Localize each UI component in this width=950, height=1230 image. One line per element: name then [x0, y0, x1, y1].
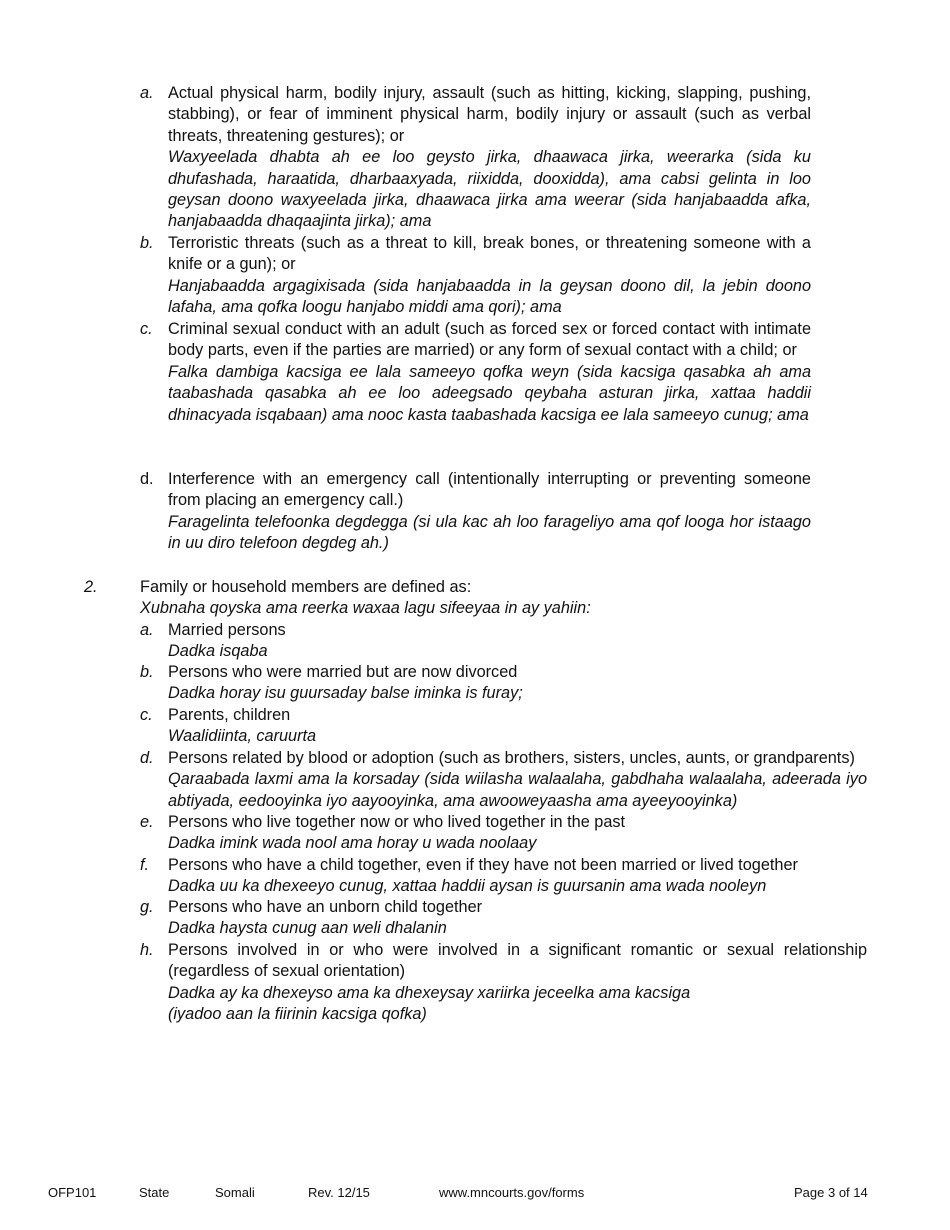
item-text-en: Persons who have a child together, even if they have not been married or lived together	[168, 856, 798, 874]
item-label: g.	[140, 898, 154, 916]
footer-language: Somali	[215, 1185, 255, 1200]
item-text-en: Married persons	[168, 621, 286, 639]
item-text-so: Dadka imink wada nool ama horay u wada noolaay	[168, 834, 537, 853]
section-heading-en: Family or household members are defined as:	[140, 578, 472, 596]
item-label: a.	[140, 84, 154, 102]
item-label: c.	[140, 706, 153, 724]
member-item-b	[140, 662, 867, 705]
item-text-en: Parents, children	[168, 706, 291, 724]
item-text-en: Persons who live together now or who lived together in the past	[168, 813, 626, 831]
harm-item-a	[140, 83, 811, 233]
item-text-so: Falka dambiga kacsiga ee lala sameeyo qofka weyn (sida kacsiga qasabka ah ama taabashada qasabka ah ee loo adeegsado qeybaha asturan jirka, xattaa haddii dhinacyada isqabaan) ama nooc kasta taabashada kacsiga ee lala sameeyo cunug; ama	[168, 362, 811, 424]
harm-item-c	[140, 319, 811, 426]
footer-website-link[interactable]: www.mncourts.gov/forms	[439, 1185, 585, 1200]
item-text-so: Hanjabaadda argagixisada (sida hanjabaadda in la geysan doono dil, la jebin doono lafaha, ama qofka loogu hanjabo middi ama qori); ama	[168, 276, 811, 317]
item-text-so: Dadka haysta cunug aan weli dhalanin	[168, 919, 447, 938]
item-text-so: Waxyeelada dhabta ah ee loo geysto jirka, dhaawaca jirka, weerarka (sida ku dhufashada, haraatida, dharbaaxyada, riixidda, dooxidda), ama cabsi gelinta in loo geysan doono waxyeelada jirka, dhaawaca jirka ama weerar (sida hanjabaadda afka, hanjabaadda dhaqaajinta jirka); ama	[168, 148, 811, 231]
item-text-so-continued: (iyadoo aan la fiirinin kacsiga qofka)	[168, 1005, 427, 1024]
item-text-so: Dadka ay ka dhexeyso ama ka dhexeysay xariirka jeceelka ama kacsiga	[168, 983, 691, 1002]
item-label: h.	[140, 941, 154, 959]
item-text-so: Dadka isqaba	[168, 642, 268, 661]
item-label: b.	[140, 234, 154, 252]
item-text-en: Persons related by blood or adoption (such as brothers, sisters, uncles, aunts, or grandparents)	[168, 749, 855, 767]
item-text-en: Persons who were married but are now divorced	[168, 663, 518, 681]
member-item-e	[140, 812, 867, 855]
footer-revision: Rev. 12/15	[308, 1185, 370, 1200]
item-label: d.	[140, 749, 154, 767]
member-item-f	[140, 855, 867, 898]
item-label: c.	[140, 320, 153, 338]
item-label: f.	[140, 856, 150, 874]
footer-page-number: Page 3 of 14	[794, 1185, 868, 1200]
item-label: e.	[140, 813, 154, 831]
harm-item-d	[140, 469, 811, 555]
item-text-so: Dadka horay isu guursaday balse iminka is furay;	[168, 684, 523, 703]
item-label: b.	[140, 663, 154, 681]
item-text-so: Dadka uu ka dhexeeyo cunug, xattaa haddii aysan is guursanin ama wada nooleyn	[168, 877, 767, 896]
footer-form-code: OFP101	[48, 1185, 97, 1200]
member-item-h	[140, 940, 867, 1026]
member-item-d	[140, 748, 867, 812]
item-text-en: Persons involved in or who were involved in a significant romantic or sexual relationship (regardless of sexual orientation)	[168, 941, 867, 981]
section-2-heading	[84, 577, 874, 620]
member-item-a	[140, 620, 867, 663]
item-label: d.	[140, 470, 154, 488]
section-number: 2.	[84, 578, 98, 596]
member-item-g	[140, 897, 867, 940]
harm-item-b	[140, 233, 811, 319]
section-heading-so: Xubnaha qoyska ama reerka waxaa lagu sifeeyaa in ay yahiin:	[140, 599, 591, 618]
footer-state: State	[139, 1185, 170, 1200]
item-text-en: Interference with an emergency call (intentionally interrupting or preventing someone from placing an emergency call.)	[168, 470, 811, 510]
item-text-en: Persons who have an unborn child together	[168, 898, 483, 916]
item-text-en: Criminal sexual conduct with an adult (such as forced sex or forced contact with intimate body parts, even if the parties are married) or any form of sexual contact with a child; or	[168, 320, 811, 360]
member-item-c	[140, 705, 867, 748]
item-text-so: Faragelinta telefoonka degdegga (si ula kac ah loo farageliyo ama qof looga hor istaago in uu diro telefoon degdeg ah.)	[168, 512, 811, 553]
item-text-so: Waalidiinta, caruurta	[168, 727, 317, 746]
item-text-en: Actual physical harm, bodily injury, assault (such as hitting, kicking, slapping, pushing, stabbing), or fear of imminent physical harm, bodily injury or assault (such as verbal threats, threatening gestures); or	[168, 84, 811, 145]
item-text-so: Qaraabada laxmi ama la korsaday (sida wiilasha walaalaha, gabdhaha walaalaha, adeerada iyo abtiyada, eedooyinka iyo aayooyinka, ama awooweyaasha ama ayeeyooyinka)	[168, 770, 867, 810]
item-label: a.	[140, 621, 154, 639]
item-text-en: Terroristic threats (such as a threat to kill, break bones, or threatening someone with a knife or a gun); or	[168, 234, 811, 274]
